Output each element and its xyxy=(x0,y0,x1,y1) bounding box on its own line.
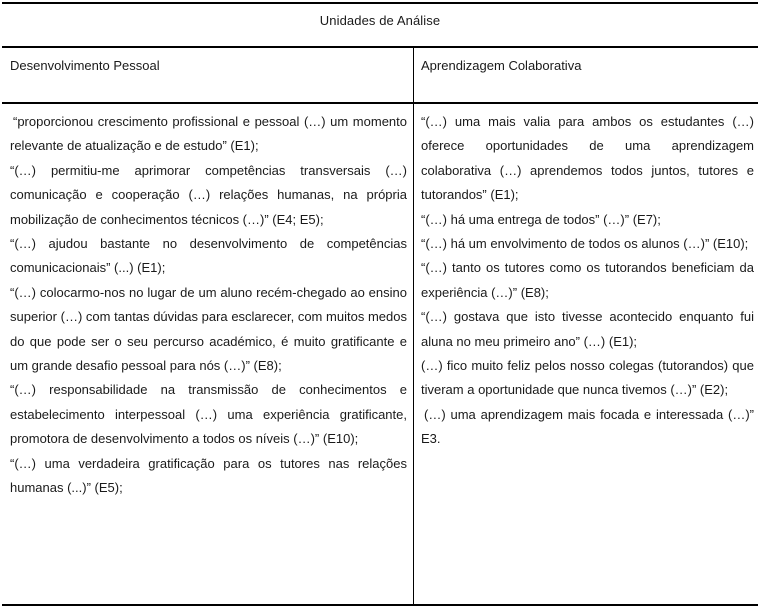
quote-item: “(…) ajudou bastante no desenvolvimento de competências comunicacionais” (...) (E1); xyxy=(10,236,407,276)
column-header-aprendizagem-colaborativa: Aprendizagem Colaborativa xyxy=(421,58,582,73)
quote-item: “(…) gostava que isto tivesse acontecido enquanto fui aluna no meu primeiro ano” (…) (E1); xyxy=(421,309,754,349)
table-bottom-border xyxy=(2,604,758,606)
column-desenvolvimento-pessoal xyxy=(10,110,407,501)
title-divider xyxy=(2,46,758,48)
column-aprendizagem-colaborativa xyxy=(421,110,754,452)
quote-item: “(…) uma verdadeira gratificação para os tutores nas relações humanas (...)” (E5); xyxy=(10,455,407,496)
quote-item: “(…) permitiu-me aprimorar competências transversais (…) comunicação e cooperação (…) relações humanas, na própria mobilização de conhecimentos técnicos (…)” (E4; E5); xyxy=(10,162,407,227)
table-top-border xyxy=(2,2,758,4)
quote-item: “(…) uma mais valia para ambos os estudantes (…) oferece oportunidades de uma aprendizagem colaborativa (…) aprendemos todos juntos, tutores e tutorandos” (E1); xyxy=(421,114,754,203)
quote-item: (…) uma aprendizagem mais focada e interessada (…)” E3. xyxy=(421,406,754,447)
table-title: Unidades de Análise xyxy=(319,13,441,28)
quote-item: “proporcionou crescimento profissional e pessoal (…) um momento relevante de atualização e de estudo” (E1); xyxy=(10,114,407,154)
quote-item: “(…) há um envolvimento de todos os alunos (…)” (E10); xyxy=(421,236,749,252)
header-divider xyxy=(2,102,758,104)
quote-item: (…) fico muito feliz pelos nosso colegas (tutorandos) que tiveram a oportunidade que nunca tivemos (…)” (E2); xyxy=(421,358,754,398)
quote-item: “(…) colocarmo-nos no lugar de um aluno recém-chegado ao ensino superior (…) com tantas dúvidas para esclarecer, com muitos medos do que pode ser o seu percurso académico, é muito gratificante e um grande desafio pessoal para nós (…)” (E8); xyxy=(10,284,407,374)
quote-item: “(…) responsabilidade na transmissão de conhecimentos e estabelecimento interpessoal (…) uma experiência gratificante, promotora de desenvolvimento a todos os níveis (…)” (E10); xyxy=(10,382,407,447)
quote-item: “(…) há uma entrega de todos” (…)” (E7); xyxy=(421,211,661,227)
quote-item: “(…) tanto os tutores como os tutorandos beneficiam da experiência (…)” (E8); xyxy=(421,260,754,300)
column-divider xyxy=(413,47,414,605)
column-header-desenvolvimento-pessoal: Desenvolvimento Pessoal xyxy=(10,58,160,73)
